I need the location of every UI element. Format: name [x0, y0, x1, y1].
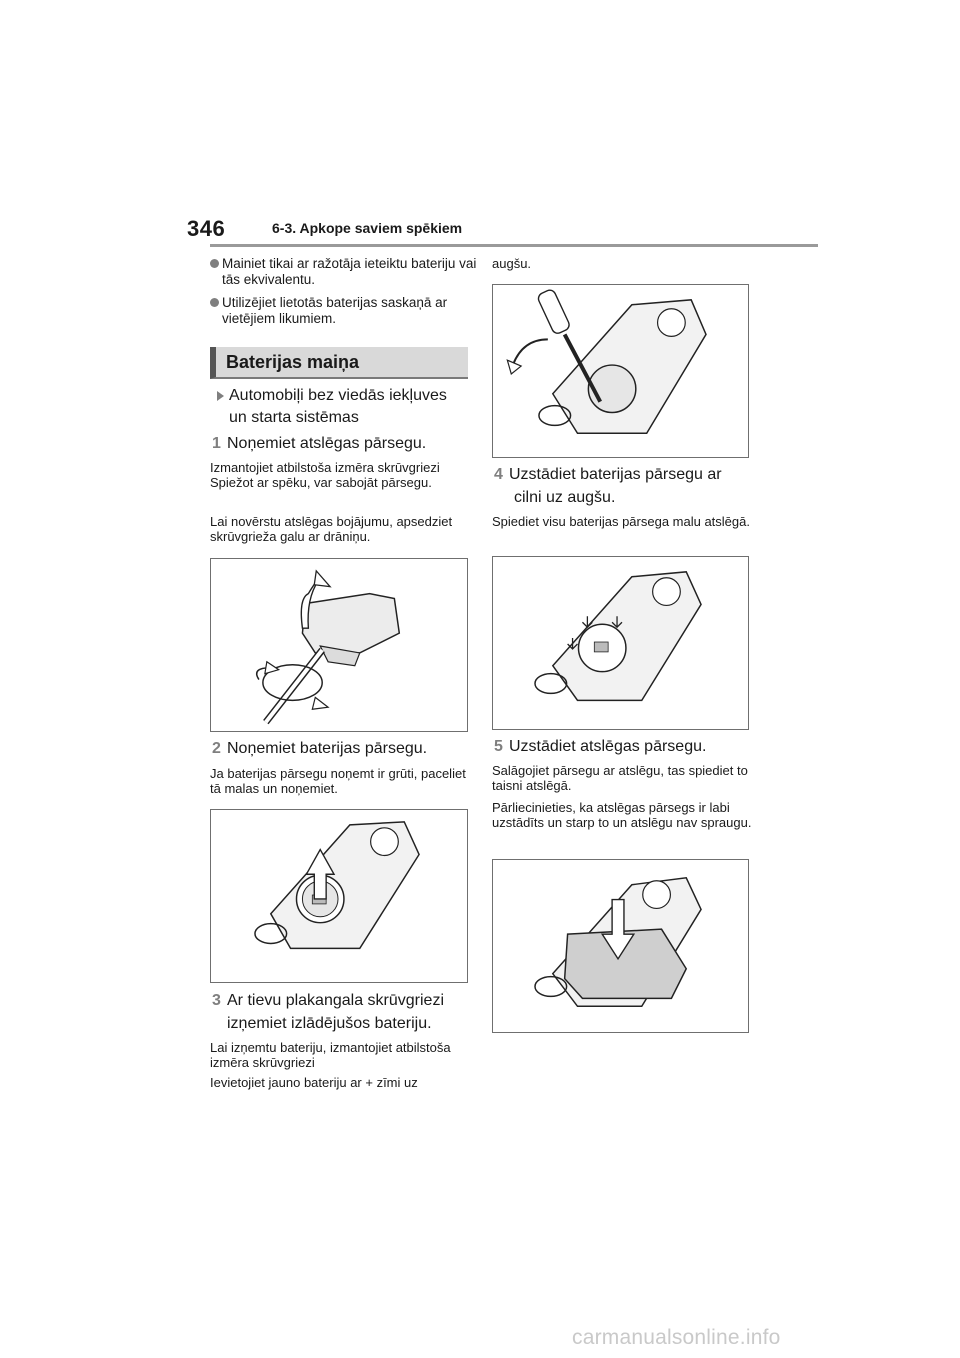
step-number: 5	[494, 738, 503, 755]
step-number: 1	[212, 435, 221, 452]
figure-remove-battery	[492, 284, 749, 458]
step-paragraph: Izmantojiet atbilstoša izmēra skrūvgriezi Spiežot ar spēku, var sabojāt pārsegu.	[210, 460, 440, 490]
step-title-text: Noņemiet baterijas pārsegu.	[227, 740, 428, 757]
bullet-dot-icon	[210, 259, 219, 268]
bullet-text: Utilizējiet lietotās baterijas saskaņā ar vietējiem likumiem.	[222, 295, 448, 326]
step-title	[212, 989, 444, 1035]
header-divider	[210, 244, 818, 247]
step-title	[212, 737, 428, 760]
step-title-text: Noņemiet atslēgas pārsegu.	[227, 435, 427, 452]
battery-cover-illustration	[211, 810, 467, 982]
step-paragraph: Lai novērstu atslēgas bojājumu, apsedziet skrūvgrieža galu ar drāniņu.	[210, 514, 453, 544]
step-title-text: izņemiet izlādējušos bateriju.	[227, 1015, 432, 1032]
watermark: carmanualsonline.info	[572, 1326, 781, 1349]
figure-install-battery-cover	[492, 556, 749, 730]
subheading-line: un starta sistēmas	[229, 409, 359, 426]
bullet-item	[222, 256, 484, 288]
screwdriver-battery-illustration	[493, 285, 748, 457]
step-paragraph: Salāgojiet pārsegu ar atslēgu, tas spiediet to taisni atslēgā.	[492, 763, 748, 793]
key-cover-illustration	[211, 559, 467, 731]
step-paragraph: Ievietojiet jauno bateriju ar + zīmi uz	[210, 1075, 418, 1090]
step-paragraph: Lai izņemtu bateriju, izmantojiet atbilstoša izmēra skrūvgriezi	[210, 1040, 451, 1070]
figure-remove-battery-cover	[210, 809, 468, 983]
page-number: 346	[187, 216, 226, 241]
step-number: 2	[212, 740, 221, 757]
battery-cover-install-illustration	[493, 557, 748, 729]
step-number: 3	[212, 992, 221, 1009]
triangle-marker-icon	[217, 391, 224, 401]
bullet-item	[222, 295, 484, 327]
step-title-text: Uzstādiet baterijas pārsegu ar	[509, 466, 722, 483]
step-title	[494, 463, 722, 509]
subheading	[229, 385, 469, 429]
key-cover-install-illustration	[493, 860, 748, 1032]
section-box-heading	[210, 347, 468, 379]
figure-remove-key-cover	[210, 558, 468, 732]
subheading-line: Automobiļi bez viedās iekļuves	[229, 387, 447, 404]
step-title-text: cilni uz augšu.	[514, 489, 616, 506]
figure-install-key-cover	[492, 859, 749, 1033]
section-title: 6-3. Apkope saviem spēkiem	[272, 220, 463, 236]
bullet-text: Mainiet tikai ar ražotāja ieteiktu bateriju vai tās ekvivalentu.	[222, 256, 477, 287]
step-title-text: Ar tievu plakangala skrūvgriezi	[227, 992, 444, 1009]
step-title	[212, 432, 427, 455]
bullet-dot-icon	[210, 298, 219, 307]
step-title-text: Uzstādiet atslēgas pārsegu.	[509, 738, 707, 755]
step-paragraph: Spiediet visu baterijas pārsega malu atslēgā.	[492, 514, 750, 529]
step-title	[494, 735, 707, 758]
step-number: 4	[494, 466, 503, 483]
box-heading-text: Baterijas maiņa	[226, 352, 360, 372]
continued-text: augšu.	[492, 256, 532, 271]
step-paragraph: Pārliecinieties, ka atslēgas pārsegs ir labi uzstādīts un starp to un atslēgu nav spraugu.	[492, 800, 752, 830]
step-paragraph: Ja baterijas pārsegu noņemt ir grūti, paceliet tā malas un noņemiet.	[210, 766, 466, 796]
